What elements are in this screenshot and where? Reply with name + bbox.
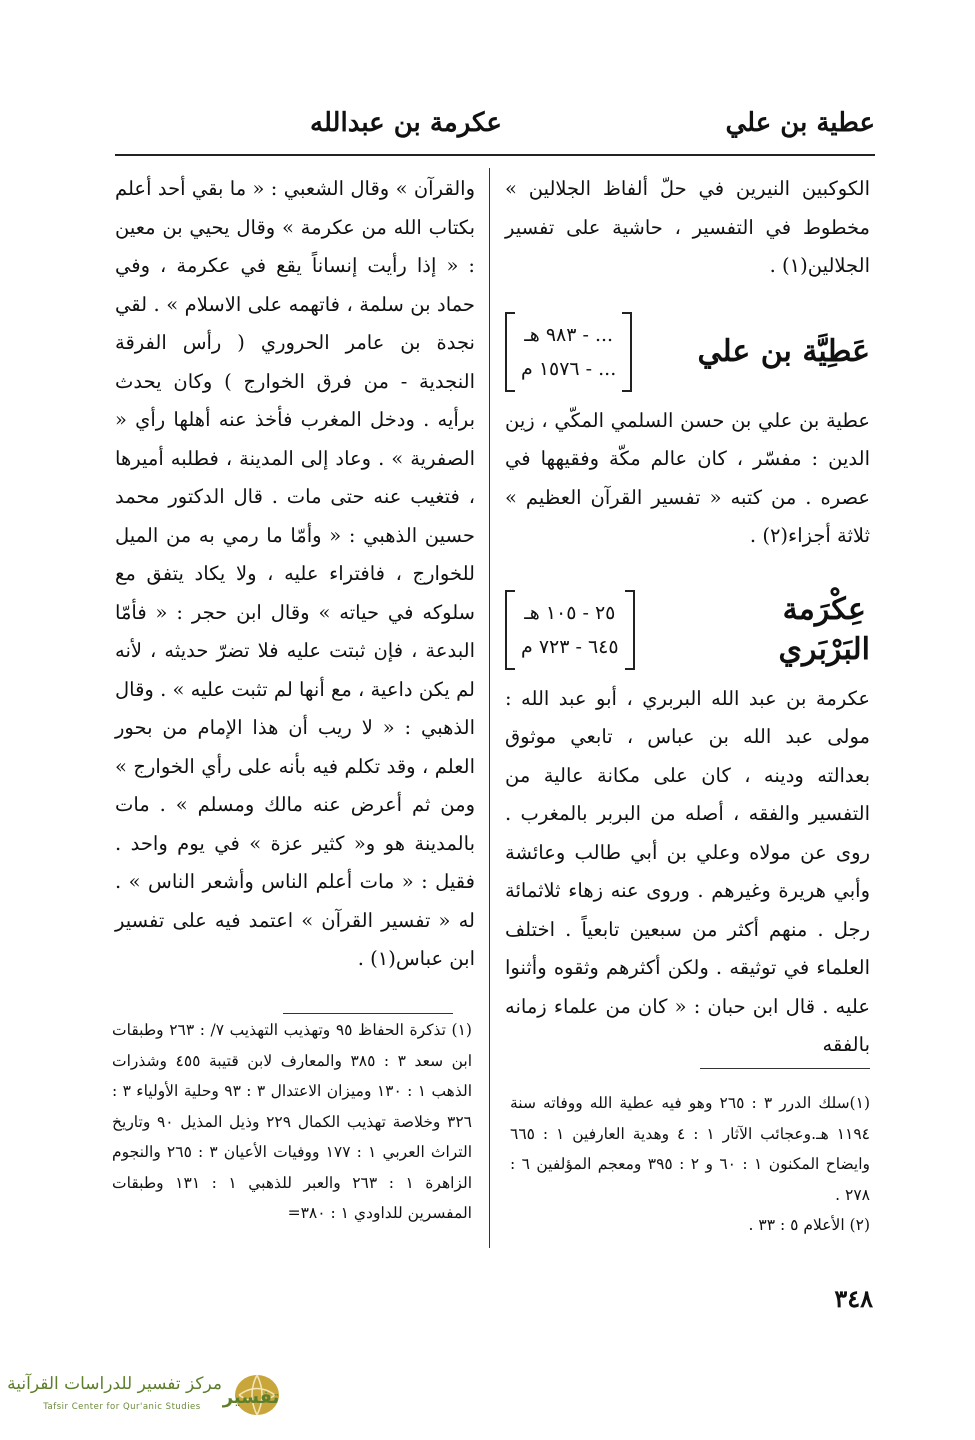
date-hijri: ... - ٩٨٣ هـ (524, 323, 614, 346)
entry-name-ikrima (779, 590, 870, 670)
entry-dates-atiya (505, 312, 632, 392)
running-head-left: عكرمة بن عبدالله (310, 108, 502, 138)
footnote: (١)سلك الدرر ٣ : ٢٦٥ وهو فيه عطية الله ووفاته سنة ١١٩٤ هـ.وعجائب الآثار ١ : ٤ وهدية العارفين ١ : ٦٦٥ وايضاح المكنون ١ : ٦٠ و ٢ : ٣٩٥ ومعجم المؤلفين ٦ : ٢٧٨ . (510, 1094, 871, 1204)
running-head-right: عطية بن علي (725, 108, 875, 138)
entry-text-ikrima: عكرمة بن عبد الله البربري ، أبو عبد الله : مولى عبد الله بن عباس ، تابعي موثوق بعدالته ودينه ، كان على مكانة عالية من التفسير والفقه ، أصله من البربر بالمغرب . روى عن مولاه وعلي بن أبي طالب وعائشة وأبي هريرة وغيرهم . وروى عنه زهاء ثلاثمائة رجل . منهم أكثر من سبعين تابعياً . اختلف العلماء في توثيقه . ولكن أكثرهم وثقوه وأثنوا عليه . قال ابن حبان : « كان من علماء زمانه بالفقه (505, 686, 870, 1056)
footnote-rule-left (283, 1013, 453, 1014)
entry-heading-atiya (505, 312, 870, 392)
date-gregorian: ... - ١٥٧٦ م (521, 357, 617, 380)
footnotes-right (510, 1088, 870, 1241)
date-gregorian: ٦٤٥ - ٧٢٣ م (521, 635, 619, 658)
left-column (115, 170, 475, 979)
entry-text-ikrima-continued: والقرآن » وقال الشعبي : « ما بقي أحد أعلم بكتاب الله من عكرمة » وقال يحيي بن معين : « إذا رأيت إنساناً يقع في عكرمة ، وفي حماد بن سلمة ، فاتهمه على الاسلام » . لقي نجدة بن عامر الحروري ( رأس الفرقة النجدية - من فرق الخوارج ) وكان يحدث برأيه . ودخل المغرب فأخذ عنه أهلها رأي « الصفرية » . وعاد إلى المدينة ، فطلبه أميرها ، فتغيب عنه حتى مات . قال الدكتور محمد حسين الذهبي : « وأمّا ما رمي به من الميل للخوارج ، فافتراء عليه ، ولا يكاد يتفق مع سلوكه في حياته » وقال ابن حجر : « فأمّا البدعة ، فإن ثبتت عليه فلا تضرّ حديثه ، لأنه لم يكن داعية ، مع أنها لم تثبت عليه » . وقال الذهبي : « لا ريب أن هذا الإمام من بحور العلم ، وقد تكلم فيه بأنه على رأي الخوارج » ومن ثم أعرض عنه مالك ومسلم » . مات بالمدينة هو و« كثير عزة » في يوم واحد . فقيل : « مات أعلم الناس وأشعر الناس » . له « تفسير القرآن » اعتمد فيه على تفسير ابن عباس(١) . (115, 177, 475, 970)
logo-english-text: Tafsir Center for Qur'anic Studies (43, 1402, 201, 1412)
date-hijri: ٢٥ - ١٠٥ هـ (524, 601, 616, 624)
footnote: (١) تذكرة الحفاظ ٩٥ وتهذيب التهذيب ٧/ : ٢٦٣ وطبقات ابن سعد ٣ : ٣٨٥ والمعارف لابن قتيبة ٤٥٥ وشذرات الذهب ١ : ١٣٠ وميزان الاعتدال ٣ : ٩٣ وحلية الأولياء ٣ : ٣٢٦ وخلاصة تهذيب الكمال ٢٢٩ وذيل المذيل ٩٠ وتاريخ التراث العربي ١ : ١٧٧ ووفيات الأعيان ٣ : ٢٦٥ والنجوم الزاهرة ١ : ٢٦٣ والعبر للذهبي ١ : ١٣١ وطبقات المفسرين للداودي ١ : ٣٨٠= (112, 1021, 473, 1222)
page-number: ٣٤٨ (834, 1284, 873, 1313)
globe-icon (217, 1370, 287, 1420)
entry-dates-ikrima (505, 590, 635, 670)
entry-name-line2: البَرْبَري (778, 631, 870, 667)
publisher-logo (7, 1368, 312, 1428)
header-rule (115, 154, 875, 156)
footnotes-left (112, 1015, 472, 1229)
continued-entry-text: الكوكبين النيرين في حلّ ألفاظ الجلالين » مخطوط في التفسير ، حاشية على تفسير الجلالين(١) . (505, 177, 870, 277)
entry-name-atiya: عَطِيَّة بن علي (697, 333, 870, 369)
entry-heading-ikrima (505, 590, 870, 670)
footnote-rule-right (700, 1068, 870, 1069)
column-divider (489, 168, 490, 1248)
entry-text-atiya: عطية بن علي بن حسن السلمي المكّي ، زين الدين : مفسّر ، كان عالم مكّة وفقيهها في عصره . من كتبه « تفسير القرآن العظيم » ثلاثة أجزاء(٢) . (505, 408, 870, 547)
logo-mark-text: تفسير (222, 1387, 280, 1408)
right-column (505, 170, 870, 1065)
footnote: (٢) الأعلام ٥ : ٣٣ . (748, 1216, 870, 1234)
logo-arabic-text: مركز تفسير للدراسات القرآنية (7, 1374, 222, 1394)
entry-name-line1: عِكْرَمة (782, 591, 866, 627)
